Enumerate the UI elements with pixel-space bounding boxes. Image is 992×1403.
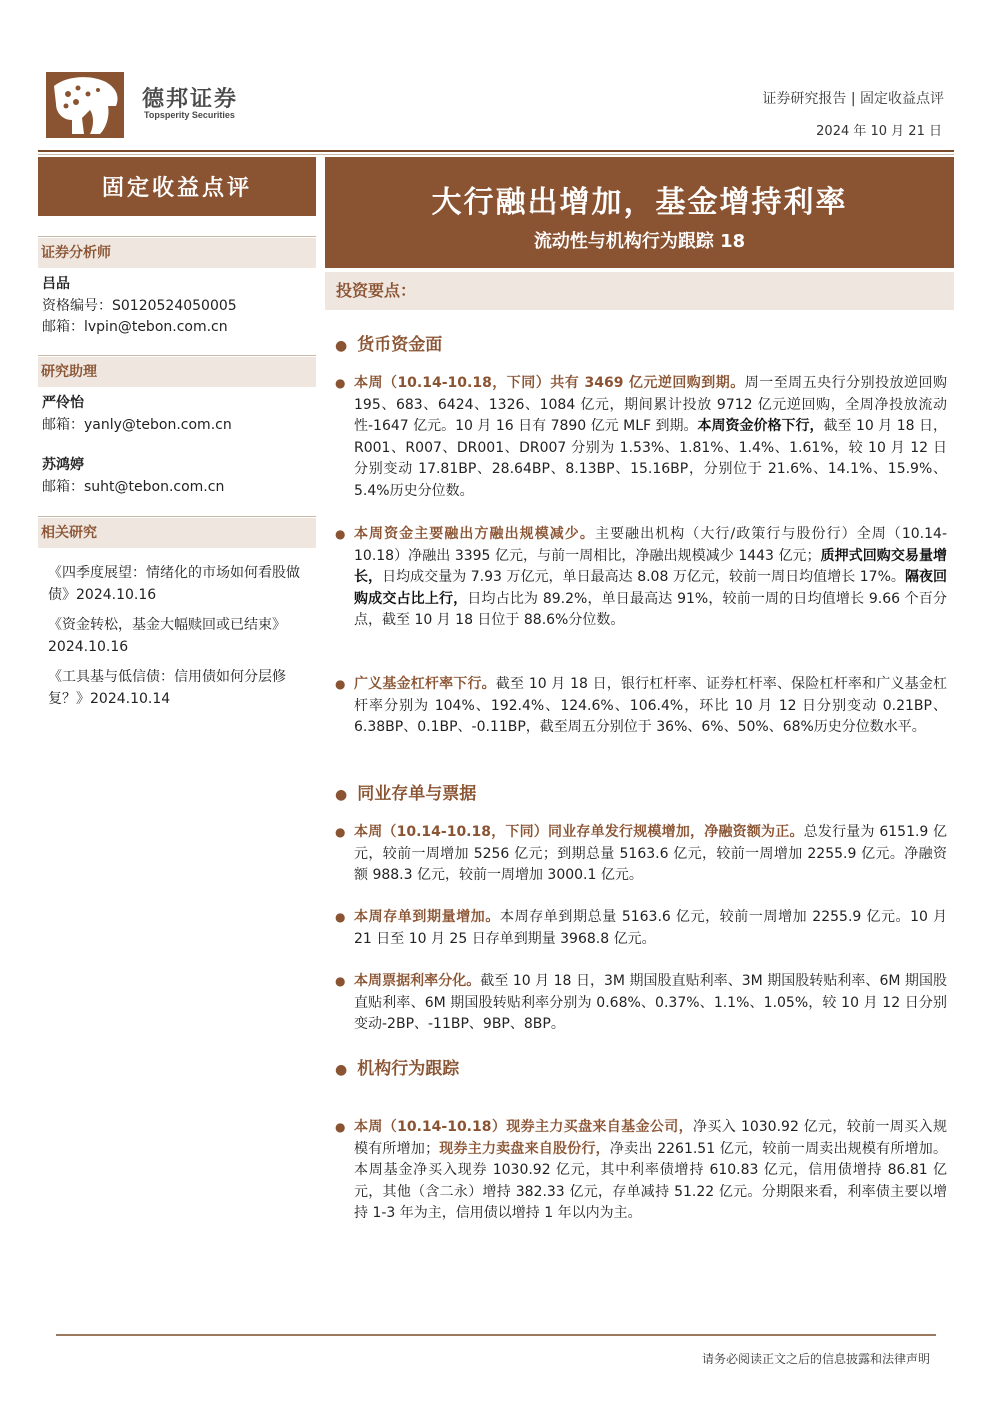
category-label: 固定收益点评 [38, 157, 316, 216]
bullet-icon: ● [335, 376, 346, 390]
analyst-cert: 资格编号：S0120524050005 [42, 298, 237, 314]
title-banner [325, 157, 954, 268]
related-research-item[interactable]: 《工具基与低信债：信用债如何分层修复？》2024.10.14 [48, 669, 286, 707]
footer-disclaimer: 请务必阅读正文之后的信息披露和法律声明 [701, 1352, 930, 1366]
section-heading: ● 货币资金面 [335, 335, 443, 355]
bullet-icon: ● [335, 825, 346, 839]
assistant-name: 严伶怡 [42, 395, 84, 411]
bullet-icon: ● [335, 1062, 348, 1078]
sidebar-divider [38, 355, 316, 356]
report-type: 证券研究报告 | 固定收益点评 [762, 91, 944, 107]
bullet-icon: ● [335, 1120, 346, 1134]
analyst-heading: 证券分析师 [38, 238, 316, 268]
assistant-name: 苏鸿婷 [42, 457, 84, 473]
related-research-item[interactable]: 《资金转松，基金大幅赎回或已结束》2024.10.16 [48, 617, 286, 655]
brand-name-cn: 德邦证券 [142, 87, 239, 112]
sidebar-divider [38, 236, 316, 237]
keypoints-label: 投资要点： [325, 272, 954, 310]
assistant-email[interactable]: 邮箱：suht@tebon.com.cn [42, 479, 225, 495]
paragraph: ● 本周资金主要融出方融出规模减少。主要融出机构（大行/政策行与股份行）全周（10.14-10.18）净融出 3395 亿元，与前一周相比，净融出规模减少 1443 亿元；质押式回购交易量增长，日均成交量为 7.93 万亿元，单日最高达 8.08 万亿元，较前一周日均值增长 17%。隔夜回购成交占比上行，日均占比为 89.2%，单日最高达 91%，较前一周的日均值增长 9.66 个百分点，截至 10 月 18 日位于 88.6%分位数。 [335, 526, 948, 628]
section-heading: ● 机构行为跟踪 [335, 1059, 460, 1079]
paragraph: ● 本周存单到期量增加。本周存单到期总量 5163.6 亿元，较前一周增加 2255.9 亿元。10 月 21 日至 10 月 25 日存单到期量 3968.8 亿元。 [335, 909, 948, 947]
header-divider-thin [38, 154, 954, 155]
company-logo [46, 72, 124, 138]
paragraph: ● 本周票据利率分化。截至 10 月 18 日，3M 期国股直贴利率、3M 期国股转贴利率、6M 期国股直贴利率、6M 期国股转贴利率分别为 0.68%、0.37%、1.1%、1.05%，较 10 月 12 日分别变动-2BP、-11BP、9BP、8BP。 [335, 973, 947, 1032]
paragraph: ● 本周（10.14-10.18）现券主力买盘来自基金公司，净买入 1030.92 亿元，较前一周买入规模有所增加；现券主力卖盘来自股份行，净卖出 2261.51 亿元，较前一周卖出规模有所增加。本周基金净买入现券 1030.92 亿元，其中利率债增持 610.83 亿元，信用债增持 86.81 亿元，其他（含二永）增持 382.33 亿元，存单减持 51.22 亿元。分期限来看，利率债主要以增持 1-3 年为主，信用债以增持 1 年以内为主。 [335, 1119, 948, 1221]
bullet-icon: ● [335, 787, 348, 803]
bullet-icon: ● [335, 910, 346, 924]
report-title: 大行融出增加，基金增持利率 [431, 185, 848, 220]
bullet-icon: ● [335, 677, 346, 691]
paragraph: ● 本周（10.14-10.18，下同）同业存单发行规模增加，净融资额为正。总发行量为 6151.9 亿元，较前一周增加 5256 亿元；到期总量 5163.6 亿元，较前一周增加 2255.9 亿元。净融资额 988.3 亿元，较前一周增加 3000.1 亿元。 [335, 824, 947, 883]
brand-name-en: Topsperity Securities [144, 110, 235, 120]
assistant-heading: 研究助理 [38, 357, 316, 387]
paragraph: ● 本周（10.14-10.18，下同）共有 3469 亿元逆回购到期。周一至周五央行分别投放逆回购 195、683、6424、1326、1084 亿元，期间累计投放 9712 亿元逆回购，全周净投放流动性-1647 亿元。10 月 16 日有 7890 亿元 MLF 到期。本周资金价格下行，截至 10 月 18 日，R001、R007、DR001、DR007 分别为 1.53%、1.81%、1.4%、1.61%，较 10 月 12 日分别变动 17.81BP、28.64BP、8.13BP、15.16BP，分别位于 21.6%、14.1%、15.9%、5.4%历史分位数。 [335, 375, 947, 499]
bullet-icon: ● [335, 527, 346, 541]
section-heading: ● 同业存单与票据 [335, 784, 477, 804]
sidebar-divider [38, 516, 316, 517]
paragraph: ● 广义基金杠杆率下行。截至 10 月 18 日，银行杠杆率、证券杠杆率、保险杠杆率和广义基金杠杆率分别为 104%、192.4%、124.6%、106.4%，环比 10 月 12 日分别变动 0.21BP、6.38BP、0.1BP、-0.11BP，截至周五分别位于 36%、6%、50%、68%历史分位数水平。 [335, 676, 948, 735]
related-research-heading: 相关研究 [38, 518, 316, 548]
related-research-item[interactable]: 《四季度展望：情绪化的市场如何看股做债》2024.10.16 [48, 565, 300, 603]
analyst-name: 吕品 [42, 276, 70, 292]
footer-divider [56, 1334, 936, 1336]
analyst-email[interactable]: 邮箱：lvpin@tebon.com.cn [42, 319, 228, 335]
report-date: 2024 年 10 月 21 日 [816, 124, 942, 139]
report-subtitle: 流动性与机构行为跟踪 18 [533, 231, 746, 252]
bullet-icon: ● [335, 338, 348, 354]
assistant-email[interactable]: 邮箱：yanly@tebon.com.cn [42, 417, 232, 433]
header-divider [38, 150, 954, 152]
bullet-icon: ● [335, 974, 346, 988]
